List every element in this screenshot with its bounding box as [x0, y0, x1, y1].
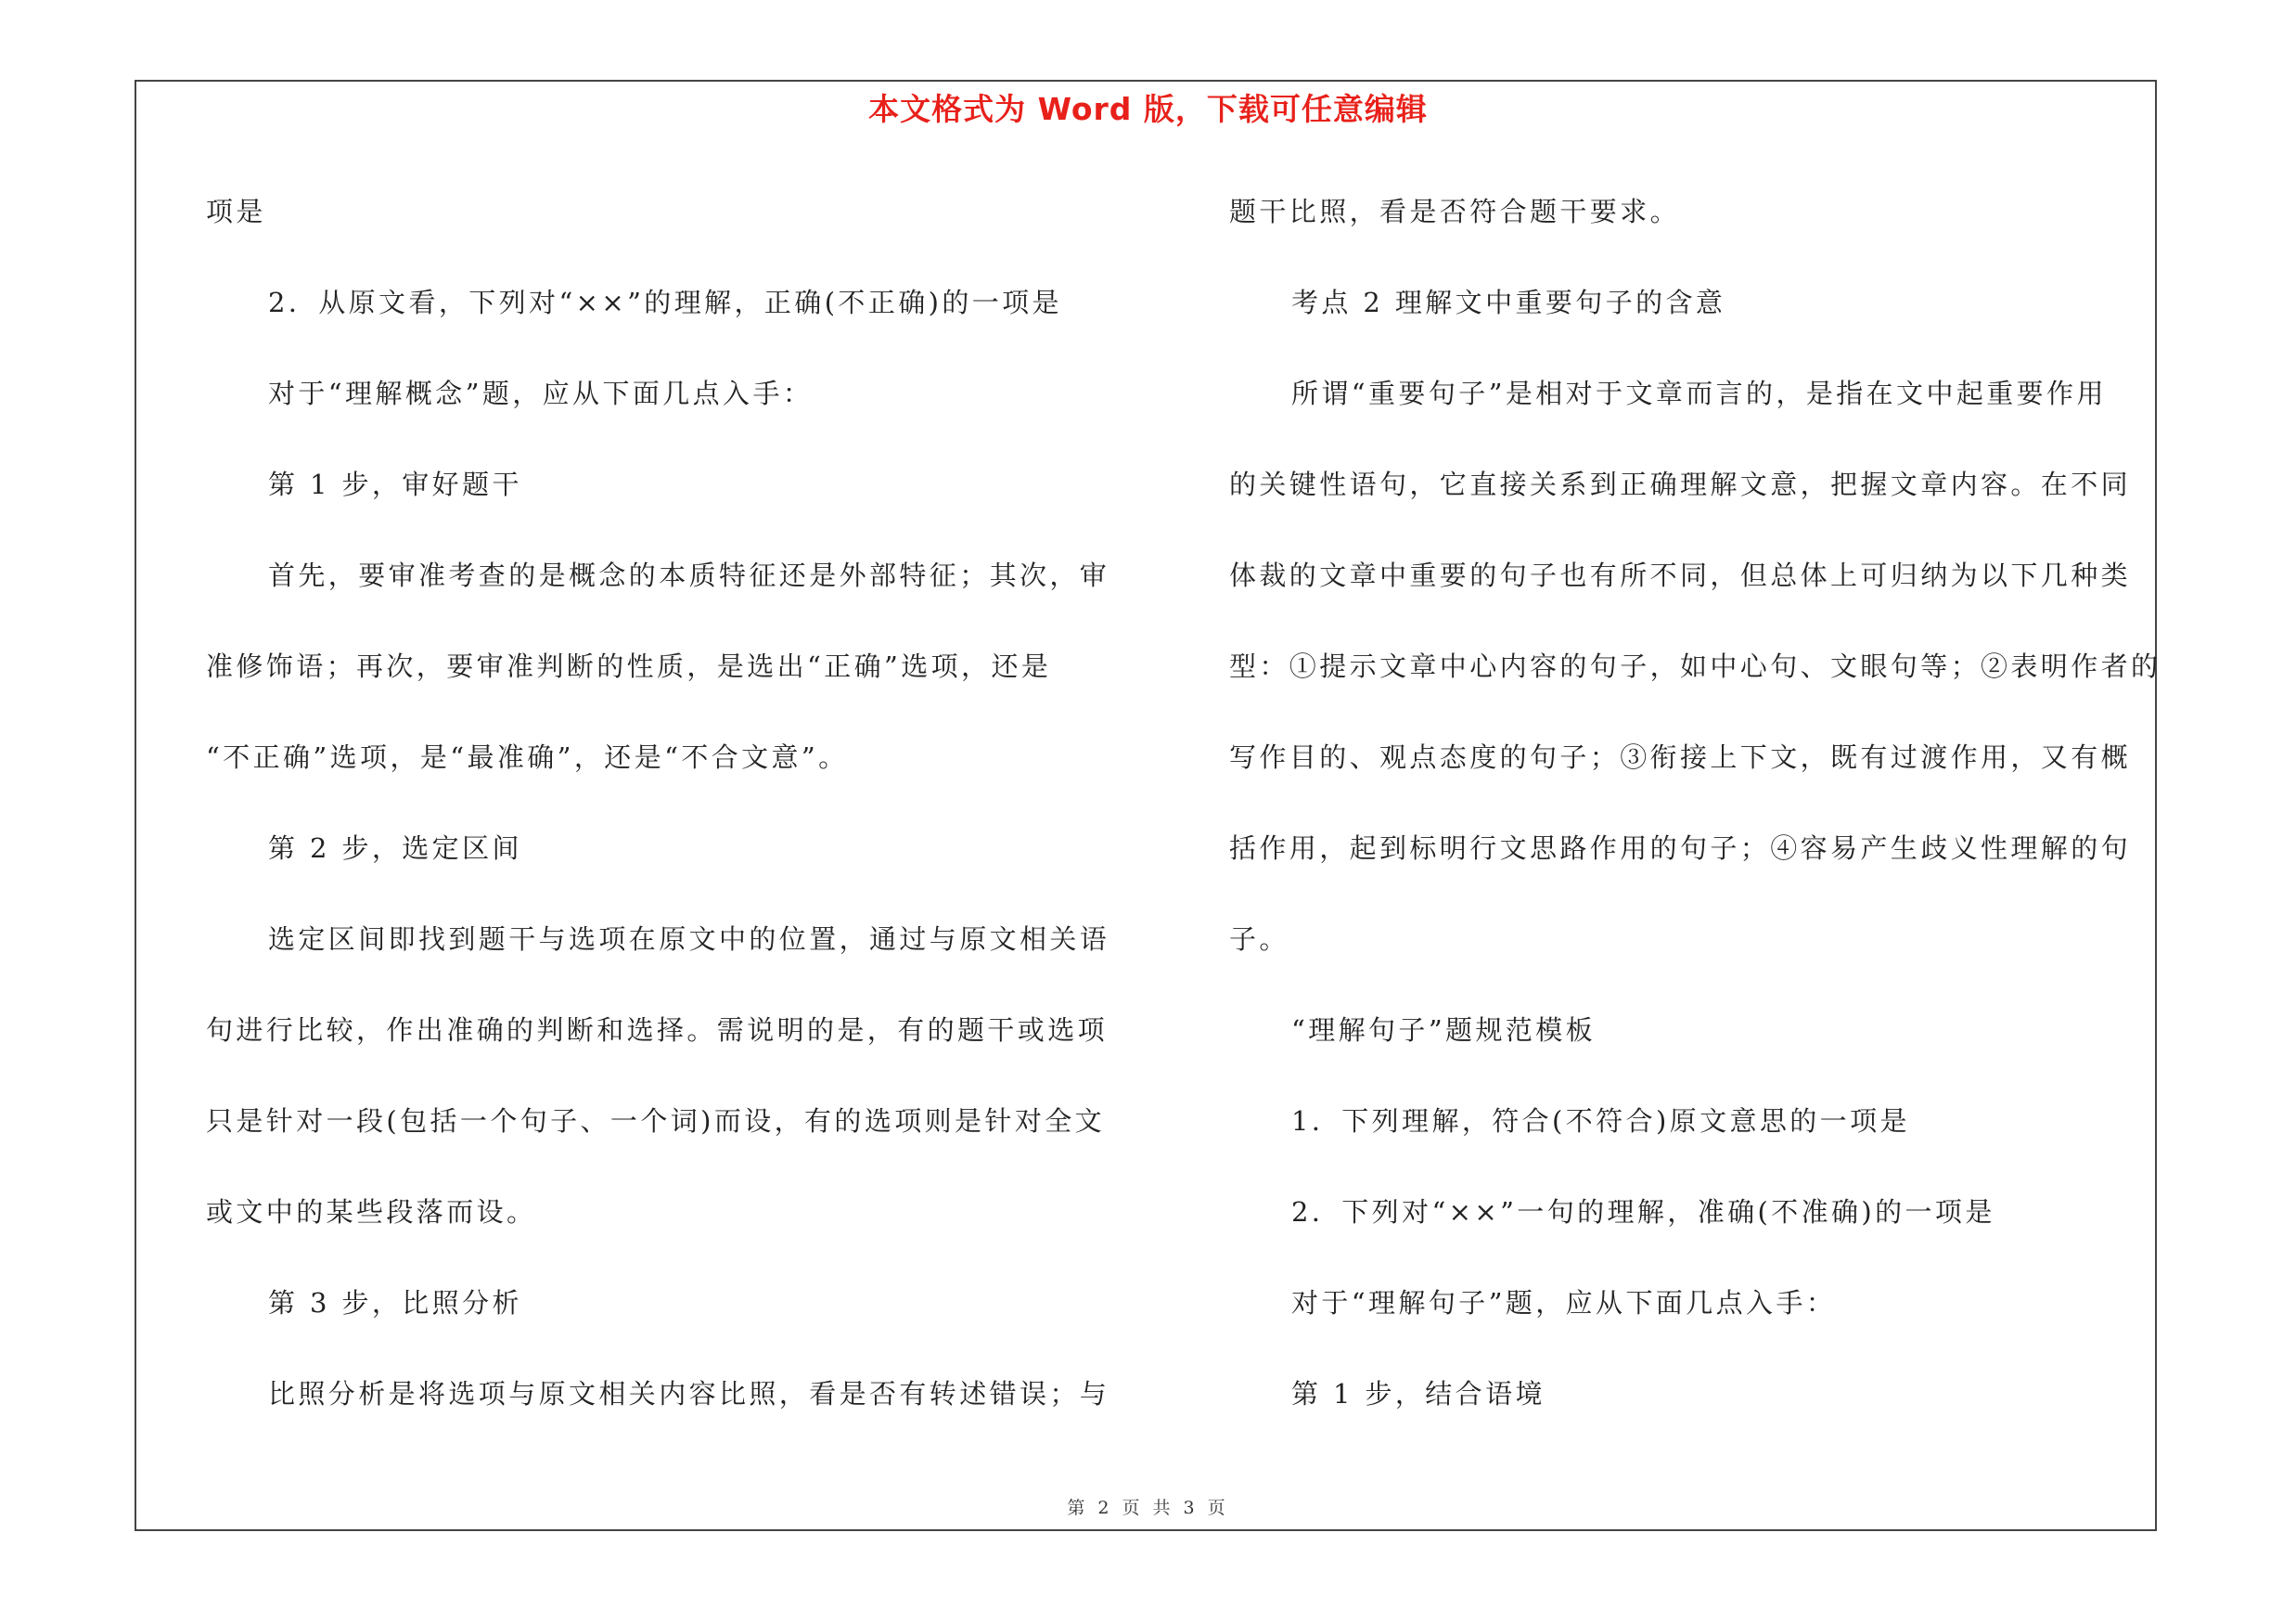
text-line: 第 3 步，比照分析: [268, 1287, 522, 1319]
left-text-column: [206, 184, 1124, 1457]
text-line: 体裁的文章中重要的句子也有所不同，但总体上可归纳为以下几种类: [1229, 560, 2132, 591]
text-line: 对于“理解句子”题，应从下面几点入手：: [1291, 1287, 1837, 1319]
page-number-footer: 第 2 页 共 3 页: [1067, 1498, 1229, 1518]
text-line: 第 1 步，结合语境: [1291, 1378, 1546, 1410]
text-line: 的关键性语句，它直接关系到正确理解文意，把握文章内容。在不同: [1229, 469, 2132, 500]
text-line: 2．下列对“××”一句的理解，准确(不准确)的一项是: [1291, 1196, 1995, 1228]
text-line: 型：①提示文章中心内容的句子，如中心句、文眼句等；②表明作者的: [1229, 650, 2161, 682]
text-line: 句进行比较，作出准确的判断和选择。需说明的是，有的题干或选项: [206, 1014, 1109, 1046]
text-line: 1．下列理解，符合(不符合)原文意思的一项是: [1291, 1105, 1910, 1137]
text-line: “不正确”选项，是“最准确”，还是“不合文意”。: [206, 741, 849, 773]
text-line: 项是: [206, 196, 266, 227]
text-line: 考点 2 理解文中重要句子的含意: [1291, 287, 1726, 318]
text-line: 子。: [1229, 923, 1289, 955]
text-line: 选定区间即找到题干与选项在原文中的位置，通过与原文相关语: [268, 923, 1110, 955]
format-banner: 本文格式为 Word 版，下载可任意编辑: [868, 91, 1428, 127]
text-line: 所谓“重要句子”是相对于文章而言的，是指在文中起重要作用: [1291, 378, 2107, 409]
text-line: 准修饰语；再次，要审准判断的性质，是选出“正确”选项，还是: [206, 650, 1052, 682]
text-line: 第 2 步，选定区间: [268, 832, 522, 864]
text-line: 2．从原文看，下列对“××”的理解，正确(不正确)的一项是: [268, 287, 1062, 318]
text-line: 写作目的、观点态度的句子；③衔接上下文，既有过渡作用，又有概: [1229, 741, 2132, 773]
text-line: 只是针对一段(包括一个句子、一个词)而设，有的选项则是针对全文: [206, 1105, 1106, 1137]
text-line: 括作用，起到标明行文思路作用的句子；④容易产生歧义性理解的句: [1229, 832, 2132, 864]
text-line: “理解句子”题规范模板: [1291, 1014, 1597, 1046]
right-text-column: [1229, 184, 2161, 1457]
text-line: 对于“理解概念”题，应从下面几点入手：: [268, 378, 814, 409]
text-line: 首先，要审准考查的是概念的本质特征还是外部特征；其次，审: [268, 560, 1110, 591]
text-line: 题干比照，看是否符合题干要求。: [1229, 196, 1681, 227]
text-line: 比照分析是将选项与原文相关内容比照，看是否有转述错误；与: [268, 1378, 1110, 1410]
text-line: 或文中的某些段落而设。: [206, 1196, 537, 1228]
text-line: 第 1 步，审好题干: [268, 469, 522, 500]
